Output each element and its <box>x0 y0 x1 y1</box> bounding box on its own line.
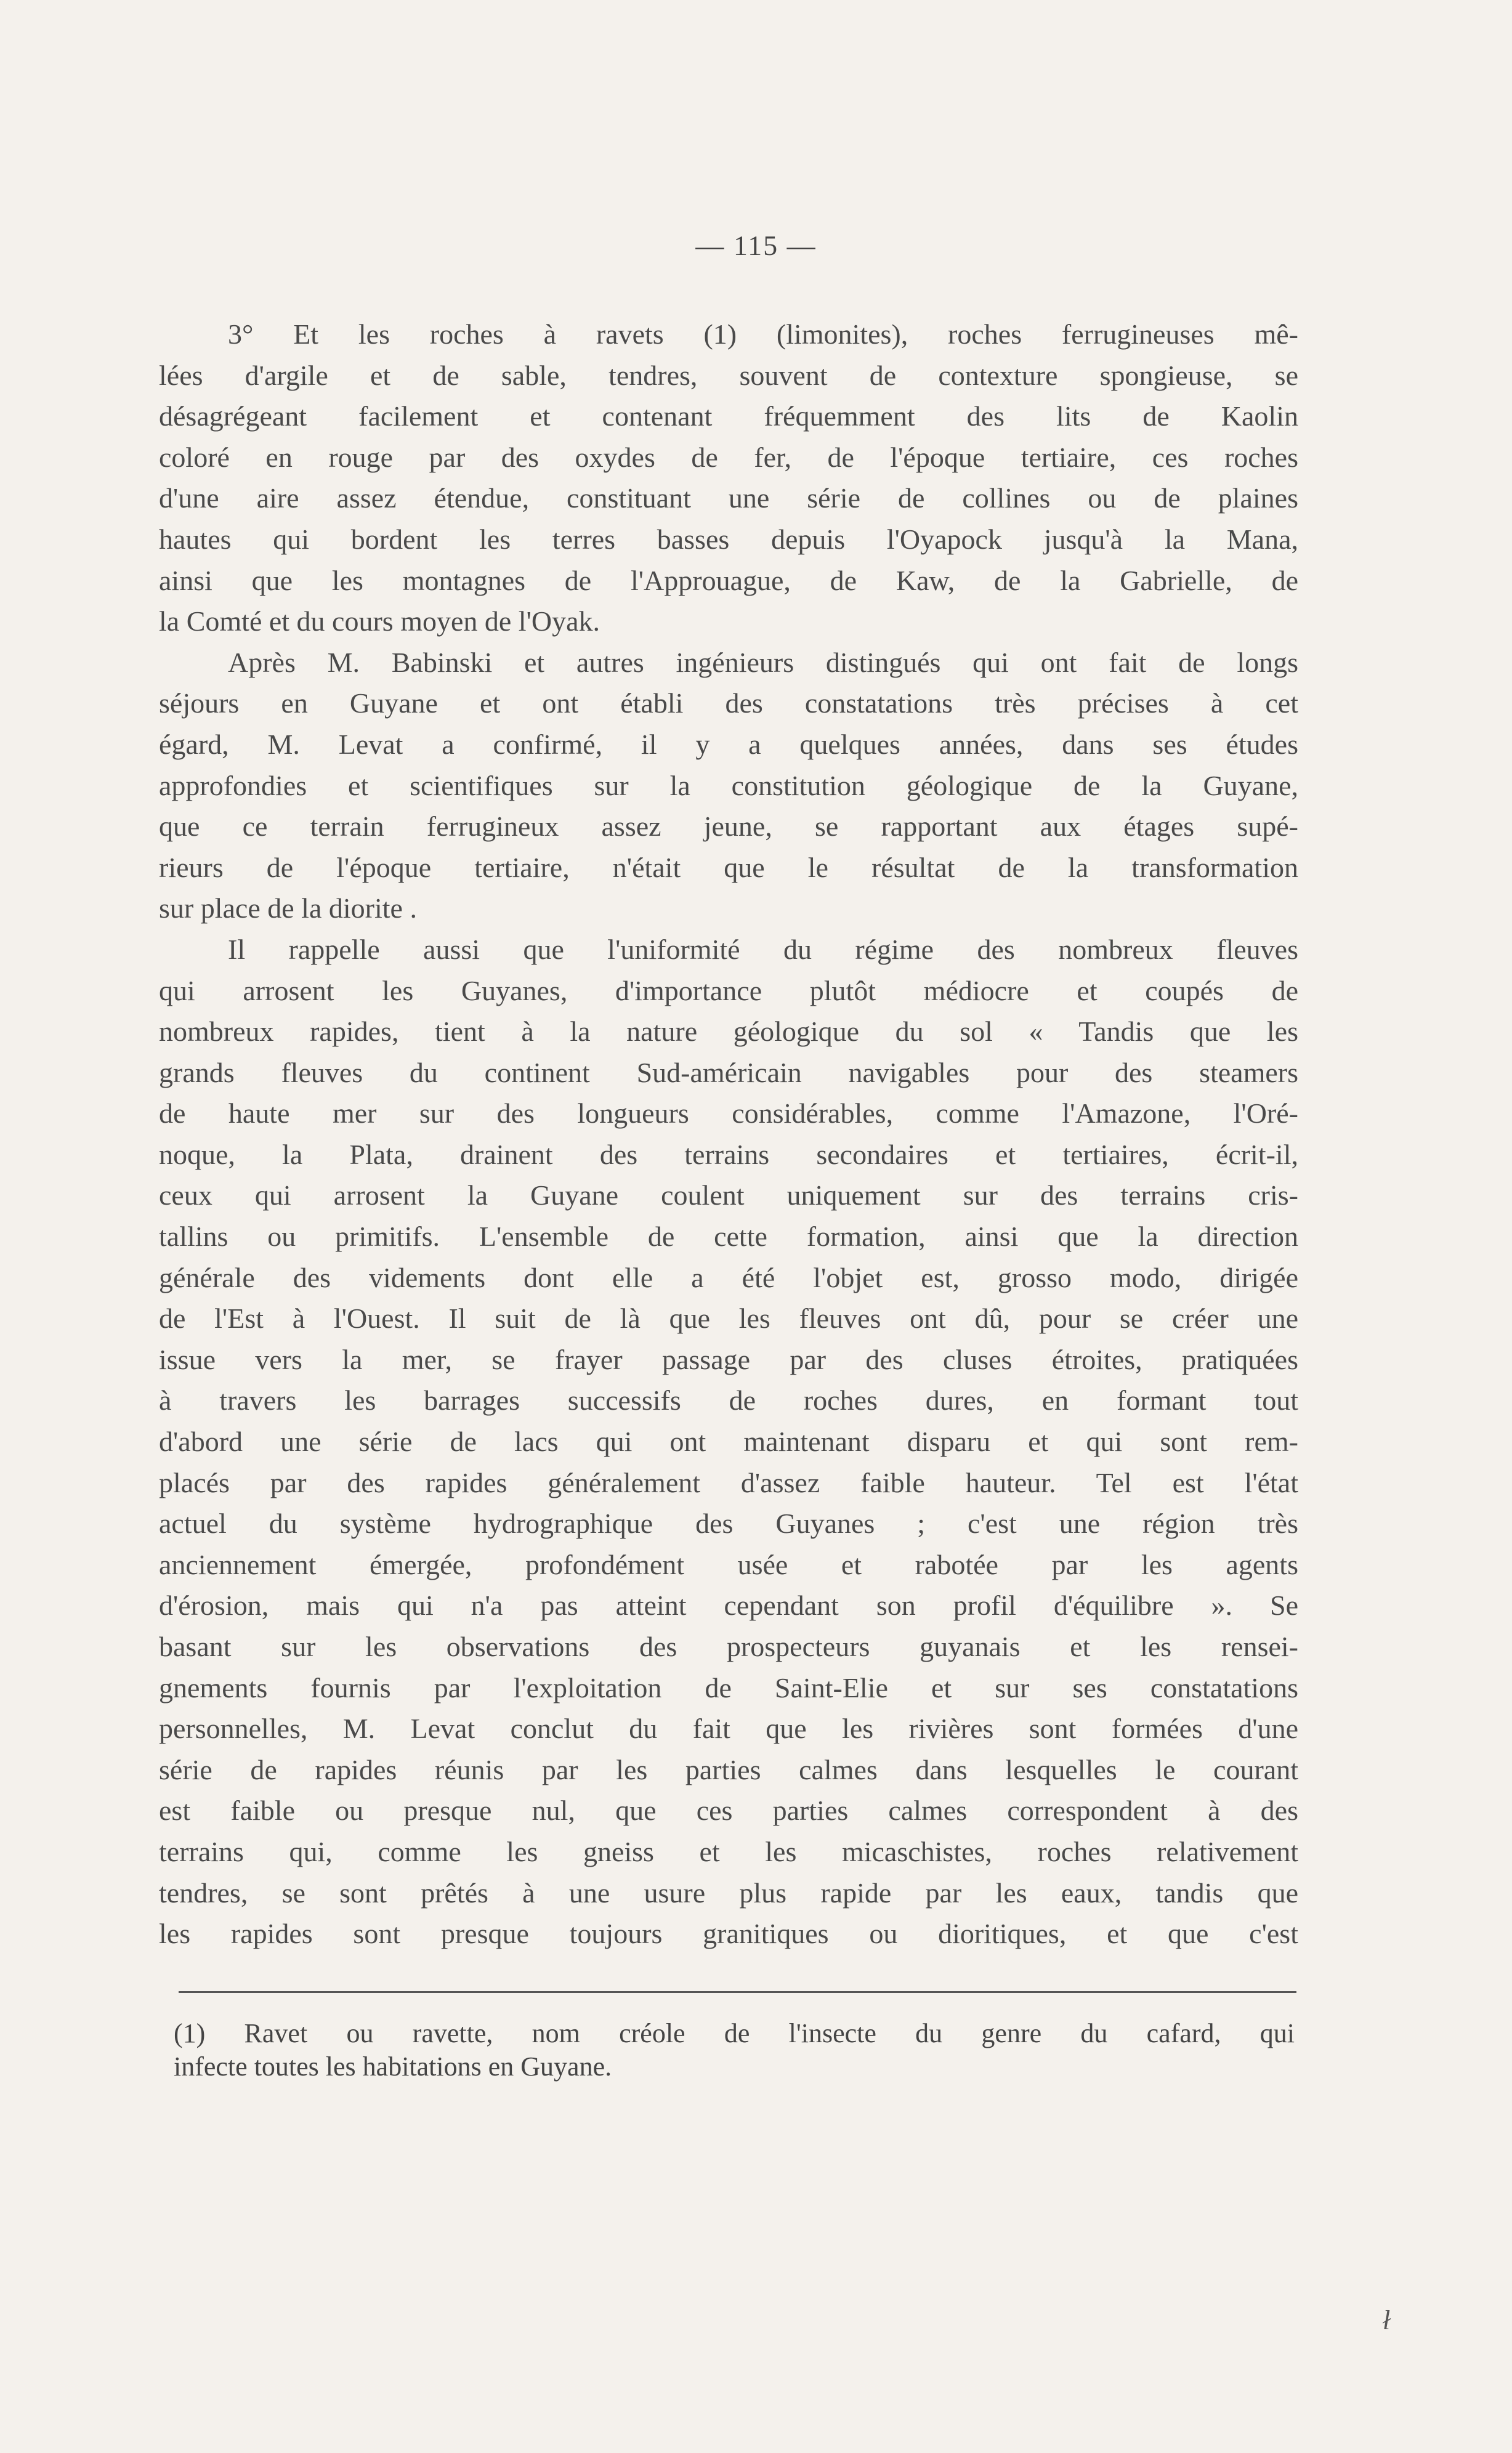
text-line: d'abord une série de lacs qui ont maintenant disparu et qui sont rem- <box>159 1426 1298 1458</box>
text-line: d'érosion, mais qui n'a pas atteint cependant son profil d'équilibre ». Se <box>159 1590 1298 1622</box>
footnote-divider <box>179 1991 1296 1993</box>
footnote-line: (1) Ravet ou ravette, nom créole de l'insecte du genre du cafard, qui <box>174 2018 1295 2048</box>
text-line: personnelles, M. Levat conclut du fait que les rivières sont formées d'une <box>159 1713 1298 1745</box>
page-number: — 115 — <box>695 230 817 261</box>
text-line: 3° Et les roches à ravets (1) (limonites), roches ferrugineuses mê- <box>228 318 1298 350</box>
text-line: la Comté et du cours moyen de l'Oyak. <box>159 605 600 637</box>
text-line: basant sur les observations des prospecteurs guyanais et les rensei- <box>159 1631 1298 1662</box>
text-line: désagrégeant facilement et contenant fréquemment des lits de Kaolin <box>159 400 1298 432</box>
footnote-line: infecte toutes les habitations en Guyane. <box>174 2051 612 2082</box>
text-line: générale des videments dont elle a été l'objet est, grosso modo, dirigée <box>159 1261 1298 1293</box>
text-line: à travers les barrages successifs de roches dures, en formant tout <box>159 1384 1298 1416</box>
text-line: est faible ou presque nul, que ces parties calmes correspondent à des <box>159 1795 1298 1827</box>
text-line: sur place de la diorite . <box>159 892 417 924</box>
text-line: nombreux rapides, tient à la nature géologique du sol « Tandis que les <box>159 1016 1298 1048</box>
text-line: que ce terrain ferrugineux assez jeune, se rapportant aux étages supé- <box>159 810 1298 843</box>
text-line: gnements fournis par l'exploitation de Saint-Elie et sur ses constatations <box>159 1671 1298 1703</box>
text-line: de haute mer sur des longueurs considérables, comme l'Amazone, l'Oré- <box>159 1097 1298 1130</box>
text-line: placés par des rapides généralement d'assez faible hauteur. Tel est l'état <box>159 1466 1298 1498</box>
text-line: ainsi que les montagnes de l'Approuague, de Kaw, de la Gabrielle, de <box>159 564 1298 596</box>
text-line: rieurs de l'époque tertiaire, n'était que le résultat de la transformation <box>159 851 1298 883</box>
text-line: Il rappelle aussi que l'uniformité du régime des nombreux fleuves <box>228 933 1298 965</box>
text-line: égard, M. Levat a confirmé, il y a quelques années, dans ses études <box>159 728 1298 760</box>
text-line: séjours en Guyane et ont établi des constatations très précises à cet <box>159 687 1298 719</box>
text-line: d'une aire assez étendue, constituant une série de collines ou de plaines <box>159 482 1298 514</box>
body-text <box>159 314 1298 1955</box>
text-line: lées d'argile et de sable, tendres, souvent de contexture spongieuse, se <box>159 359 1298 391</box>
text-line: ceux qui arrosent la Guyane coulent uniquement sur des terrains cris- <box>159 1179 1298 1211</box>
text-line: hautes qui bordent les terres basses depuis l'Oyapock jusqu'à la Mana, <box>159 523 1298 555</box>
text-line: les rapides sont presque toujours granitiques ou dioritiques, et que c'est <box>159 1918 1298 1950</box>
text-line: qui arrosent les Guyanes, d'importance plutôt médiocre et coupés de <box>159 974 1298 1006</box>
text-line: issue vers la mer, se frayer passage par des cluses étroites, pratiquées <box>159 1343 1298 1375</box>
text-line: tendres, se sont prêtés à une usure plus rapide par les eaux, tandis que <box>159 1877 1298 1909</box>
text-line: coloré en rouge par des oxydes de fer, de l'époque tertiaire, ces roches <box>159 441 1298 473</box>
text-line: noque, la Plata, drainent des terrains secondaires et tertiaires, écrit-il, <box>159 1138 1298 1170</box>
footnote <box>174 2017 1295 2083</box>
text-line: actuel du système hydrographique des Guyanes ; c'est une région très <box>159 1508 1298 1540</box>
text-line: tallins ou primitifs. L'ensemble de cette formation, ainsi que la direction <box>159 1221 1298 1253</box>
text-line: série de rapides réunis par les parties calmes dans lesquelles le courant <box>159 1753 1298 1785</box>
text-line: grands fleuves du continent Sud-américain navigables pour des steamers <box>159 1056 1298 1088</box>
corner-mark: ł <box>1383 2305 1391 2335</box>
text-line: de l'Est à l'Ouest. Il suit de là que les fleuves ont dû, pour se créer une <box>159 1303 1298 1335</box>
text-line: terrains qui, comme les gneiss et les micaschistes, roches relativement <box>159 1835 1298 1867</box>
text-line: approfondies et scientifiques sur la constitution géologique de la Guyane, <box>159 769 1298 801</box>
text-line: Après M. Babinski et autres ingénieurs distingués qui ont fait de longs <box>228 646 1298 678</box>
text-line: anciennement émergée, profondément usée et rabotée par les agents <box>159 1548 1298 1580</box>
